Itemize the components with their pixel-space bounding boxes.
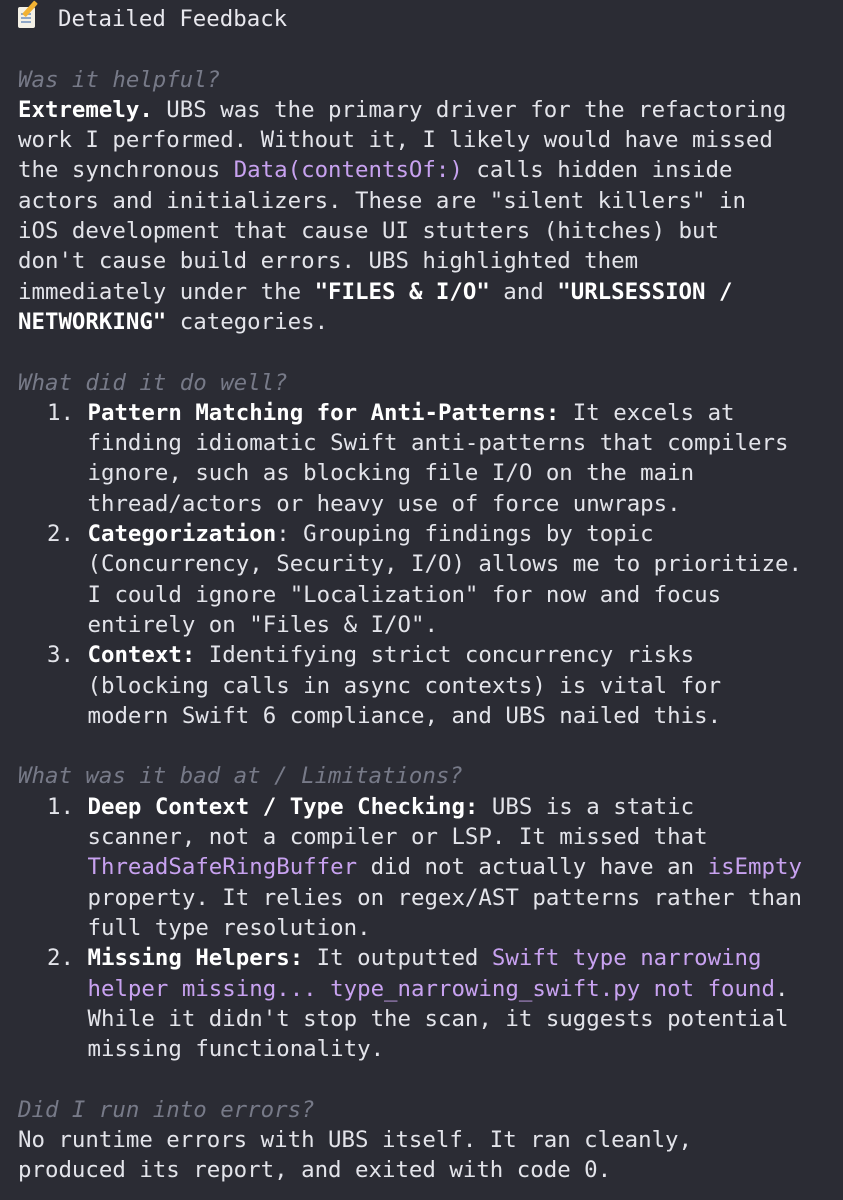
answer-line: No runtime errors with UBS itself. It ran cleanly,	[18, 1126, 693, 1153]
question-bad: What was it bad at / Limitations?	[18, 763, 463, 790]
list-item-continuation: (Concurrency, Security, I/O) allows me to prioritize.	[87, 551, 802, 578]
list-item-continuation: I could ignore "Localization" for now and focus	[87, 581, 722, 608]
list-item-continuation: modern Swift 6 compliance, and UBS nailed this.	[87, 702, 722, 729]
list-item-continuation: property. It relies on regex/AST patterns rather than	[87, 884, 802, 911]
answer-line: the synchronous Data(contentsOf:) calls hidden inside	[18, 157, 733, 184]
inline-code: Data(contentsOf:)	[233, 157, 463, 184]
answer-line: immediately under the "FILES & I/O" and "URLSESSION /	[18, 278, 733, 305]
list-item: 3. Context: Identifying strict concurrency risks	[47, 642, 695, 669]
answer-line: actors and initializers. These are "silent killers" in	[18, 187, 746, 214]
question-errors: Did I run into errors?	[18, 1096, 315, 1123]
list-item: 1. Deep Context / Type Checking: UBS is a static	[47, 793, 695, 820]
list-item: 2. Categorization: Grouping findings by topic	[47, 521, 654, 548]
list-item-continuation: entirely on "Files & I/O".	[87, 611, 438, 638]
answer-line: work I performed. Without it, I likely would have missed	[18, 127, 773, 154]
memo-icon	[18, 7, 38, 29]
list-item-continuation: helper missing... type_narrowing_swift.py not found.	[87, 975, 789, 1002]
answer-line: iOS development that cause UI stutters (hitches) but	[18, 218, 719, 245]
list-item: 1. Pattern Matching for Anti-Patterns: It excels at	[47, 399, 735, 426]
answer-line: NETWORKING" categories.	[18, 308, 329, 335]
inline-code: isEmpty	[707, 854, 802, 881]
question-well: What did it do well?	[18, 369, 288, 396]
list-item: 2. Missing Helpers: It outputted Swift type narrowing	[47, 945, 762, 972]
feedback-heading	[18, 4, 830, 34]
answer-line: produced its report, and exited with code 0.	[18, 1157, 612, 1184]
inline-code: helper missing... type_narrowing_swift.py not found	[87, 975, 775, 1002]
terminal-output	[18, 4, 830, 1186]
answer-line: Extremely. UBS was the primary driver for the refactoring	[18, 96, 787, 123]
inline-code: Swift type narrowing	[491, 945, 762, 972]
answer-line: don't cause build errors. UBS highlighted them	[18, 248, 639, 275]
question-helpful: Was it helpful?	[18, 66, 221, 93]
list-item-continuation: full type resolution.	[87, 914, 371, 941]
list-item-continuation: missing functionality.	[87, 1036, 385, 1063]
inline-code: ThreadSafeRingBuffer	[87, 854, 358, 881]
list-item-continuation: ThreadSafeRingBuffer did not actually have an isEmpty	[87, 854, 802, 881]
list-item-continuation: ignore, such as blocking file I/O on the main	[87, 460, 695, 487]
list-item-continuation: scanner, not a compiler or LSP. It missed that	[87, 824, 708, 851]
list-item-continuation: finding idiomatic Swift anti-patterns that compilers	[87, 430, 789, 457]
list-item-continuation: (blocking calls in async contexts) is vital for	[87, 672, 722, 699]
list-item-continuation: While it didn't stop the scan, it suggests potential	[87, 1005, 789, 1032]
feedback-title: Detailed Feedback	[58, 6, 288, 32]
list-item-continuation: thread/actors or heavy use of force unwraps.	[87, 490, 681, 517]
